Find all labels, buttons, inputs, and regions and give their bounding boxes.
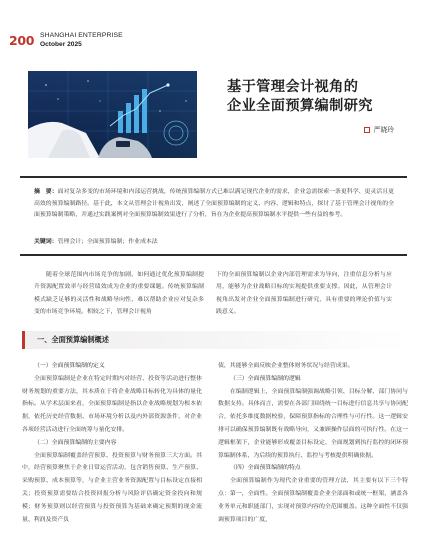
- article-title: [227, 78, 417, 116]
- subheading-logic: （三）全面预算编制的逻辑: [230, 375, 301, 382]
- author-marker-icon: [364, 127, 370, 133]
- subheading-content: （二）全面预算编制的主要内容: [34, 439, 117, 446]
- section-heading-bar: [22, 331, 408, 349]
- magazine-name: SHANGHAI ENTERPRISE: [40, 32, 123, 39]
- intro-paragraph-right: 下的全面预算编制以企业内部管理需求为导向，注重信息分析与应用，能够为企业战略目标的实现提供重要支撑。因此，从管理会计视角出发对企业全面预算编制进行研究，具有重要的理论价值与实践意义。: [216, 272, 392, 316]
- section-1-heading: 一、全面预算编制概述: [37, 335, 109, 344]
- abstract-box: [20, 176, 407, 256]
- subheading-definition: （一）全面预算编制的定义: [34, 363, 105, 369]
- paragraph-definition: 全面预算编制是企业在特定时期内对经营、投资等活动进行整体财务规划的重要方法，其本质在于将企业战略目标转化为具体的量化指标。从学术层面来看，全面预算编制是指以企业战略规划为根本依据，依托历史经营数据、市场环境分析以及内外部资源条件，对企业各项经营活动进行全面统筹与量化安排。: [22, 375, 202, 433]
- paragraph-features: 全面预算编制作为现代企业重要的管理方法，其主要有以下三个特点：第一，全面性。全面预算编制覆盖企业全部面和或统一框架，涵盖各业务单元和职能部门，实现对预算内容的全范围覆盖。这种全面性不仅强调预算项目的广度，: [218, 478, 408, 523]
- author-byline: [364, 124, 394, 134]
- issue-date: October 2025: [40, 41, 82, 48]
- subheading-features: （四）全面预算编制的特点: [230, 465, 301, 472]
- abstract-text: 面对复杂多变的市场环境和内部运营挑战，传统预算编制方式已难以满足现代企业的需求，企业急需探索一条更科学、更灵活且更高效的预算编制路径。基于此，本文从管理会计视角出发，阐述了全面预算编制的定义、内容、逻辑和特点，探讨了基于管理会计视角的全面预算编制策略，并通过实践案例对全面预算编制效果进行了分析，旨在为企业提高预算编制水平提供一些有益的参考。: [34, 189, 395, 219]
- page-number: 200: [9, 33, 35, 48]
- author-name: 严晓玲: [373, 126, 394, 134]
- intro-paragraph-left: 随着全球范围内市场竞争的加剧，如何通过优化预算编制提升资源配置效率与经营绩效成为企业的重要课题。传统预算编制模式缺乏足够的灵活性和战略导向性，难以帮助企业应对复杂多变的市场竞争环境。相较之下，管理会计视角: [34, 272, 204, 316]
- hero-illustration: [28, 71, 197, 158]
- abstract: [34, 187, 394, 222]
- abstract-label: 摘 要：: [34, 189, 58, 195]
- title-line-1: 基于管理会计视角的: [227, 79, 359, 95]
- paragraph-content-continued: 债，其能够全面反映企业整体财务状况与经营成果。: [218, 363, 354, 369]
- paragraph-content: 全面预算编制覆盖经营预算、投资预算与财务预算三大方面。其中，经营预算聚焦于企业日常运营活动，包含销售预算、生产预算、采购预算、成本预算等，与企业主营业务资源配置与目标设定直接相关；投资预算需要结合投资回报分析与风险评估确定资金投向和规模；财务预算则以经营预算与投资预算为基础来确定预期的现金流量、利润及资产负: [22, 452, 202, 523]
- keywords-text: 管理会计；全面预算编制；作业成本法: [57, 239, 158, 245]
- body-column-right: [218, 360, 408, 526]
- title-line-2: 企业全面预算编制研究: [227, 98, 373, 114]
- paragraph-logic: 在编制逻辑上，全面预算编制强调战略引领、目标分解、部门协同与数据支持。具体而言，需要在各部门围绕统一目标进行信息共享与协同配合，依托多维度数据校验，保障预算指标的合理性与可行性。这一逻辑安排可以确保预算编制既有战略导向，又兼顾操作层面的可执行性。在这一逻辑框架下，企业能够形成覆盖目标设定、全面规划到执行监控的闭环预算编制体系，为后续的预算执行、监控与考核提供明确依据。: [218, 388, 408, 459]
- hero-image: [28, 71, 197, 158]
- body-column-left: [22, 360, 202, 526]
- keywords-label: 关键词：: [34, 239, 58, 245]
- keywords: [34, 237, 394, 248]
